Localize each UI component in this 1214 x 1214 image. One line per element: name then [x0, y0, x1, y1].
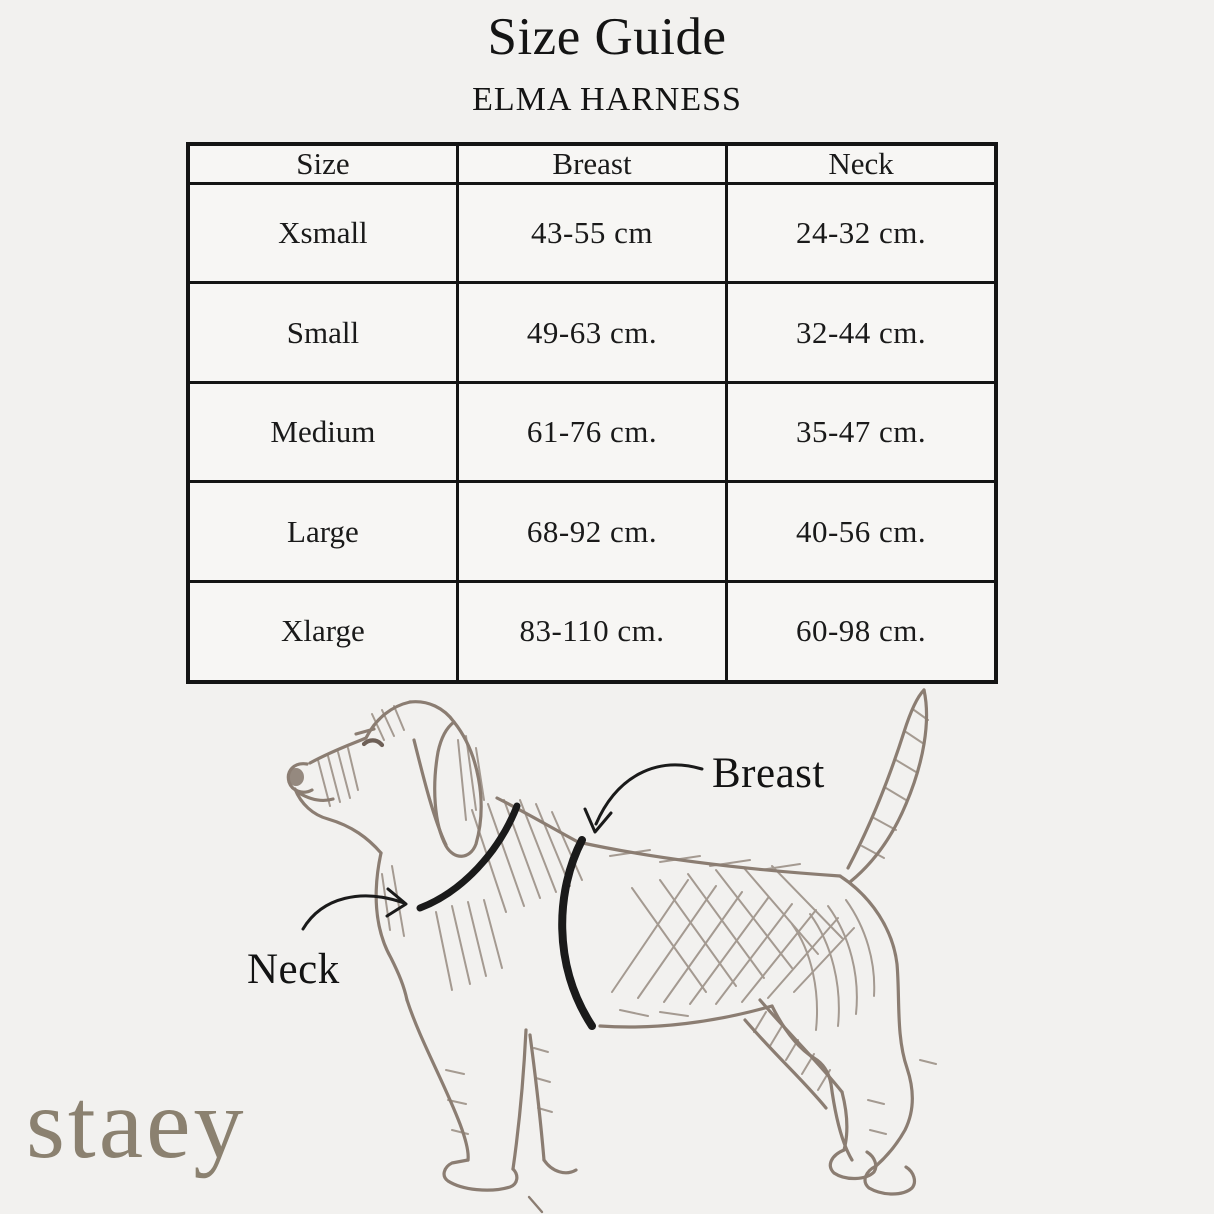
breast-cell: 68-92 cm. [457, 482, 726, 581]
harness-neck-band [420, 806, 517, 908]
table-row [188, 581, 996, 682]
breast-measure-label: Breast [712, 750, 825, 797]
neck-cell: 24-32 cm. [727, 184, 996, 283]
breast-cell: 83-110 cm. [457, 581, 726, 682]
size-cell: Xsmall [188, 184, 457, 283]
header-size: Size [188, 144, 457, 184]
breast-cell: 61-76 cm. [457, 382, 726, 481]
size-table-wrapper [186, 142, 998, 684]
size-cell: Large [188, 482, 457, 581]
neck-cell: 40-56 cm. [727, 482, 996, 581]
neck-cell: 35-47 cm. [727, 382, 996, 481]
table-row [188, 482, 996, 581]
breast-cell: 49-63 cm. [457, 283, 726, 382]
brand-logo: staey [26, 1068, 247, 1179]
breast-arrow [585, 765, 702, 832]
neck-arrow [303, 889, 406, 929]
table-row [188, 382, 996, 481]
table-row [188, 184, 996, 283]
neck-measure-label: Neck [247, 946, 340, 993]
neck-cell: 32-44 cm. [727, 283, 996, 382]
size-cell: Xlarge [188, 581, 457, 682]
page-title: Size Guide [487, 8, 727, 66]
dog-outline [288, 690, 927, 1212]
product-subtitle: ELMA HARNESS [472, 81, 742, 118]
table-row [188, 283, 996, 382]
neck-cell: 60-98 cm. [727, 581, 996, 682]
header-neck: Neck [727, 144, 996, 184]
dog-hatching [318, 706, 936, 1134]
breast-cell: 43-55 cm [457, 184, 726, 283]
size-cell: Medium [188, 382, 457, 481]
size-table [186, 142, 998, 684]
size-cell: Small [188, 283, 457, 382]
table-header-row [188, 144, 996, 184]
header-breast: Breast [457, 144, 726, 184]
